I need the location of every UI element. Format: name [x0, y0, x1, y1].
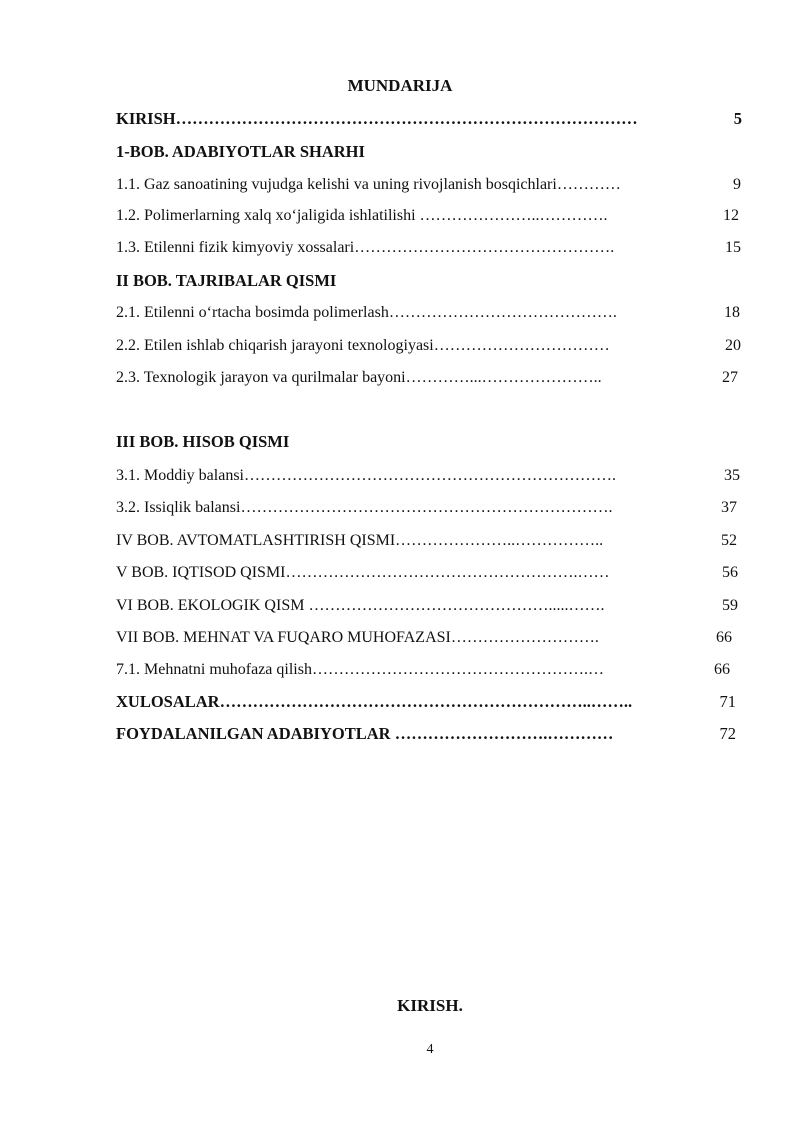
toc-entry-page: 66 [716, 629, 732, 646]
toc-entry-label: FOYDALANILGAN ADABIYOTLAR ……………………….………… [116, 724, 614, 743]
toc-entry-label: XULOSALAR…………………………………………………………..…….. [116, 692, 633, 711]
toc-entry-page: 52 [721, 532, 737, 549]
toc-entry-label: V BOB. IQTISOD QISMI……………………………………………….…… [116, 564, 610, 581]
toc-entry-label: 1-BOB. ADABIYOTLAR SHARHI [116, 142, 365, 161]
toc-entry-page: 56 [722, 564, 738, 581]
page-number: 4 [426, 1042, 434, 1057]
toc-entry-label: 3.2. Issiqlik balansi……………………………………………………………. [116, 499, 613, 516]
toc-entry-label: IV BOB. AVTOMATLASHTIRISH QISMI…………………..…………….. [116, 532, 604, 549]
toc-entry-label: 2.3. Texnologik jarayon va qurilmalar bayoni…………...………………….. [116, 369, 602, 386]
toc-entry-page: 9 [733, 176, 741, 193]
toc-entry-label: 1.2. Polimerlarning xalq xo‘jaligida ishlatilishi …………………..…………. [116, 207, 608, 224]
toc-entry-label: VI BOB. EKOLOGIK QISM ……………………………………….....……. [116, 597, 605, 614]
toc-entry-label: VII BOB. MEHNAT VA FUQARO MUHOFAZASI………………………. [116, 629, 599, 646]
toc-entry-label: 1.3. Etilenni fizik kimyoviy xossalari…………………………………………. [116, 239, 615, 256]
section-heading-kirish: KIRISH. [397, 996, 463, 1015]
toc-entry-page: 18 [724, 304, 740, 321]
toc-entry-page: 15 [725, 239, 741, 256]
toc-entry-label: II BOB. TAJRIBALAR QISMI [116, 271, 337, 290]
toc-entry-label: 1.1. Gaz sanoatining vujudga kelishi va uning rivojlanish bosqichlari………… [116, 176, 621, 193]
toc-entry-page: 12 [723, 207, 739, 224]
document-title: MUNDARIJA [347, 76, 453, 95]
toc-entry-page: 5 [733, 109, 742, 128]
toc-entry-label: III BOB. HISOB QISMI [116, 432, 290, 451]
toc-entry-page: 72 [719, 724, 736, 743]
toc-entry-label: 7.1. Mehnatni muhofaza qilish…………………………………………….… [116, 661, 604, 678]
toc-entry-label: 2.2. Etilen ishlab chiqarish jarayoni texnologiyasi…………………………… [116, 337, 610, 354]
toc-entry-page: 59 [722, 597, 738, 614]
toc-entry-page: 35 [724, 467, 740, 484]
toc-entry-page: 37 [721, 499, 737, 516]
toc-entry-page: 20 [725, 337, 741, 354]
toc-entry-page: 71 [719, 692, 736, 711]
toc-entry [116, 107, 742, 131]
toc-entry-page: 66 [714, 661, 730, 678]
toc-entry-label: 3.1. Moddiy balansi……………………………………………………………. [116, 467, 616, 484]
toc-entry-label: KIRISH………………………………………………………………………… [116, 109, 638, 128]
toc-entry-page: 27 [722, 369, 738, 386]
toc-entry-label: 2.1. Etilenni o‘rtacha bosimda polimerlash……………………………………. [116, 304, 617, 321]
